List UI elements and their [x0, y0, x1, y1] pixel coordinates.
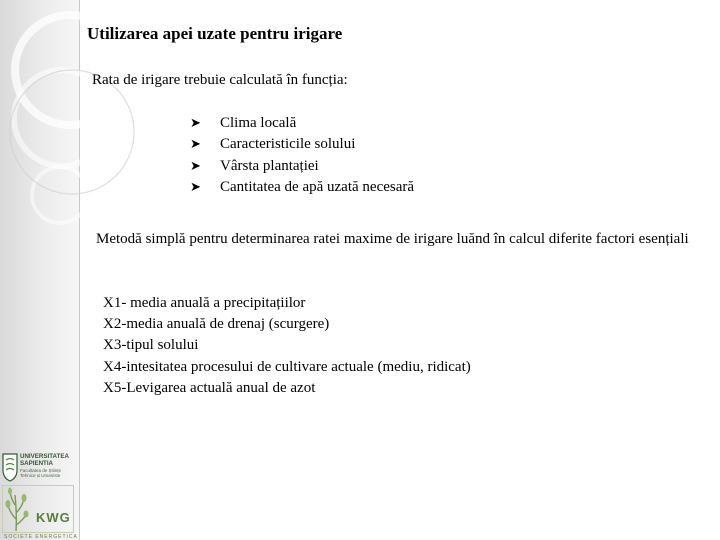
factor-item: X5-Levigarea actuală anual de azot — [103, 379, 316, 396]
bullet-text: Caracteristicile solului — [220, 136, 356, 153]
arrowhead-bullet-icon: ➤ — [190, 158, 201, 174]
bullet-list — [190, 113, 414, 198]
factor-item: X1- media anuală a precipitațiilor — [103, 295, 306, 311]
plant-icon — [2, 485, 74, 533]
factor-item: X4-intesitatea procesului de cultivare actuale (mediu, ridicat) — [103, 358, 471, 375]
sapientia-line-2: SAPIENTIA — [20, 460, 54, 467]
bullet-text: Vârsta plantației — [220, 157, 319, 174]
factor-item: X2-media anuală de drenaj (scurgere) — [103, 316, 330, 333]
sapientia-sub-line-1: Facultatea de Științe — [20, 468, 62, 473]
intro-text: Rata de irigare trebuie calculată în funcția: — [92, 72, 348, 88]
arrowhead-bullet-icon: ➤ — [190, 179, 201, 195]
list-item — [190, 156, 414, 177]
factor-list — [103, 293, 471, 399]
bullet-text: Clima locală — [220, 115, 297, 131]
sapientia-sub-line-2: Tehnice și Umaniste — [20, 473, 61, 478]
list-item — [190, 134, 414, 155]
kwg-tagline: SOCIETE ENERGETICA — [4, 534, 78, 540]
sapientia-line-1: UNIVERSITATEA — [20, 453, 69, 460]
arrowhead-bullet-icon: ➤ — [190, 116, 201, 131]
kwg-wordmark: KWG — [36, 510, 71, 525]
arrowhead-bullet-icon: ➤ — [190, 137, 201, 153]
slide-title: Utilizarea apei uzate pentru irigare — [87, 24, 343, 43]
factor-item: X3-tipul solului — [103, 337, 199, 354]
sapientia-subtitle — [20, 468, 61, 478]
sapientia-logo — [0, 451, 79, 484]
list-item — [190, 177, 414, 198]
bullet-text: Cantitatea de apă uzată necesară — [220, 178, 415, 195]
kwg-logo — [2, 485, 78, 540]
list-item — [190, 113, 414, 134]
sapientia-name — [20, 453, 69, 467]
method-paragraph: Metodă simplă pentru determinarea ratei maxime de irigare luănd în calcul diferite factori esențiali — [96, 231, 689, 247]
shield-icon — [1, 452, 19, 482]
